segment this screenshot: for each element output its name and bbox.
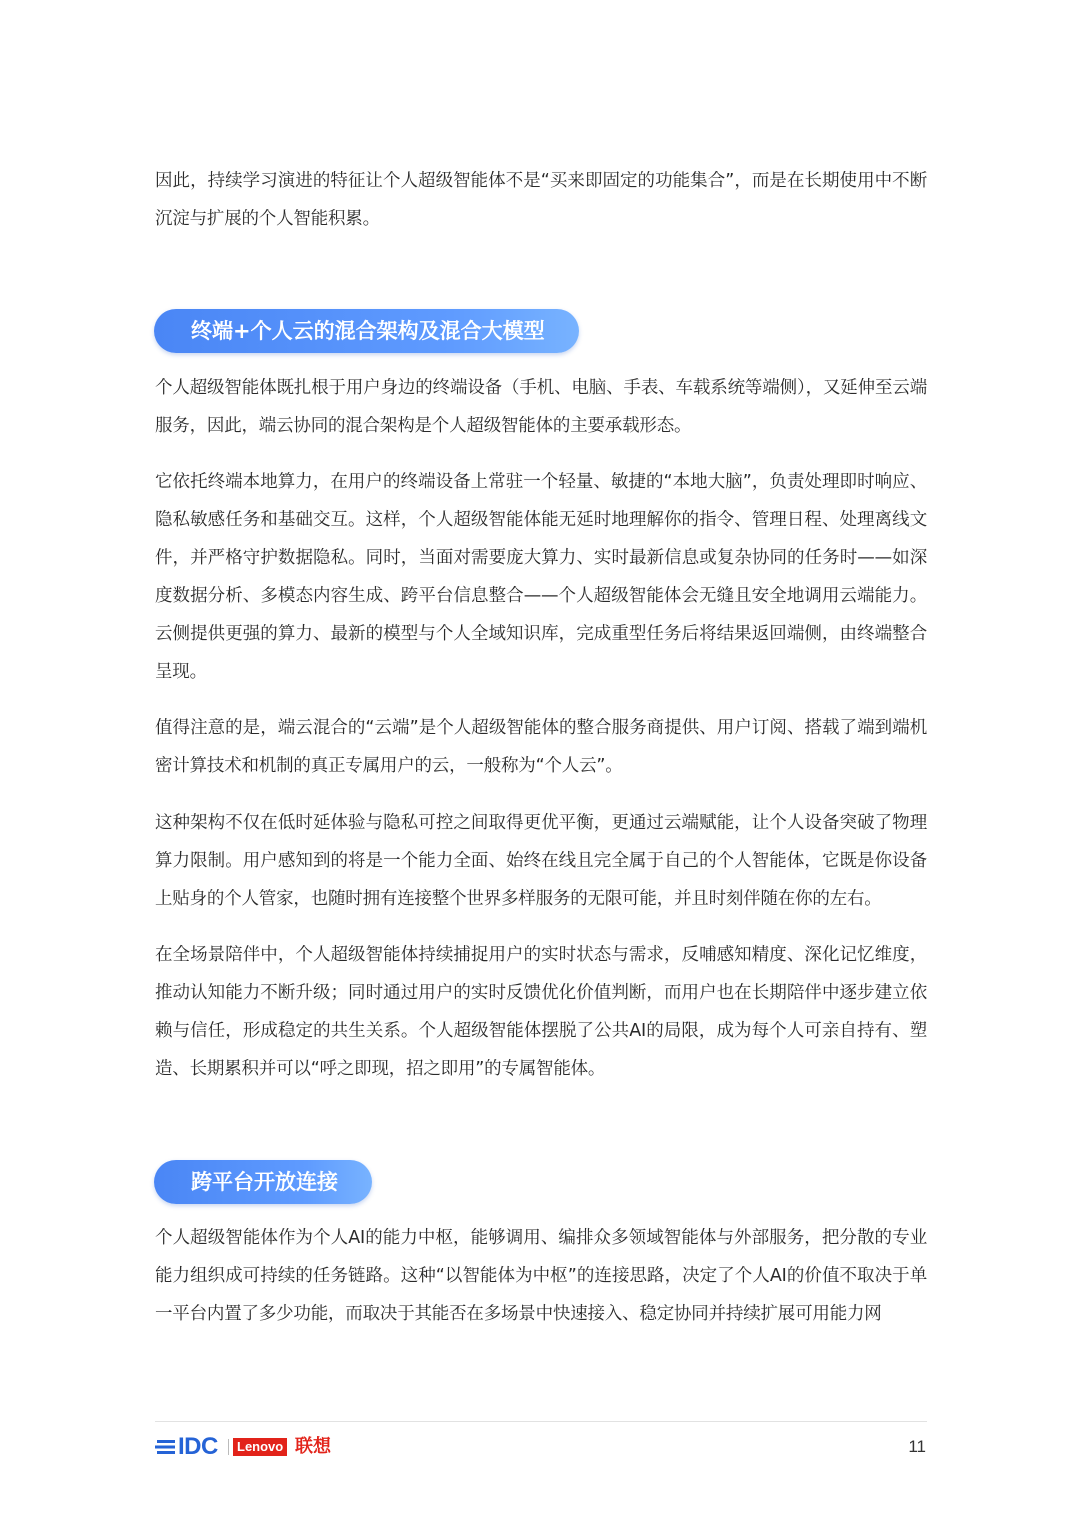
paragraph-hybrid-2: 它依托终端本地算力，在用户的终端设备上常驻一个轻量、敏捷的“本地大脑”，负责处理即时响应、隐私敏感任务和基础交互。这样，个人超级智能体能无延时地理解你的指令、管理日程、处理离线文件，并严格守护数据隐私。同时，当面对需要庞大算力、实时最新信息或复杂协同的任务时——如深度数据分析、多模态内容生成、跨平台信息整合——个人超级智能体会无缝且安全地调用云端能力。云侧提供更强的算力、最新的模型与个人全域知识库，完成重型任务后将结果返回端侧，由终端整合呈现。 bbox=[155, 472, 927, 682]
idc-logo bbox=[155, 1434, 218, 1460]
paragraph-hybrid-1: 个人超级智能体既扎根于用户身边的终端设备（手机、电脑、手表、车载系统等端侧），又延伸至云端服务，因此，端云协同的混合架构是个人超级智能体的主要承载形态。 bbox=[155, 378, 927, 436]
lenovo-logo: Lenovo bbox=[233, 1438, 287, 1456]
idc-logo-text: IDC bbox=[178, 1433, 218, 1460]
intro-paragraph: 因此，持续学习演进的特征让个人超级智能体不是“买来即固定的功能集合”，而是在长期使用中不断沉淀与扩展的个人智能积累。 bbox=[155, 171, 927, 229]
paragraph-hybrid-3: 值得注意的是，端云混合的“云端”是个人超级智能体的整合服务商提供、用户订阅、搭载了端到端机密计算技术和机制的真正专属用户的云，一般称为“个人云”。 bbox=[155, 718, 927, 776]
paragraph-hybrid-5: 在全场景陪伴中，个人超级智能体持续捕捉用户的实时状态与需求，反哺感知精度、深化记忆维度，推动认知能力不断升级；同时通过用户的实时反馈优化价值判断，而用户也在长期陪伴中逐步建立依赖与信任，形成稳定的共生关系。个人超级智能体摆脱了公共AI的局限，成为每个人可亲自持有、塑造、长期累积并可以“呼之即现，招之即用”的专属智能体。 bbox=[155, 945, 927, 1079]
section-heading-hybrid-architecture: 终端+个人云的混合架构及混合大模型 bbox=[154, 309, 579, 353]
paragraph-cross-platform-1: 个人超级智能体作为个人AI的能力中枢，能够调用、编排众多领域智能体与外部服务，把分散的专业能力组织成可持续的任务链路。这种“以智能体为中枢”的连接思路，决定了个人AI的价值不取决于单一平台内置了多少功能，而取决于其能否在多场景中快速接入、稳定协同并持续扩展可用能力网 bbox=[155, 1228, 927, 1324]
idc-lines-icon bbox=[155, 1440, 175, 1454]
footer-divider bbox=[155, 1421, 927, 1422]
section-heading-cross-platform: 跨平台开放连接 bbox=[154, 1160, 372, 1204]
logo-separator bbox=[228, 1439, 229, 1455]
paragraph-hybrid-4: 这种架构不仅在低时延体验与隐私可控之间取得更优平衡，更通过云端赋能，让个人设备突破了物理算力限制。用户感知到的将是一个能力全面、始终在线且完全属于自己的个人智能体，它既是你设备上贴身的个人管家，也随时拥有连接整个世界多样服务的无限可能，并且时刻伴随在你的左右。 bbox=[155, 813, 927, 909]
lenovo-logo-chinese: 联想 bbox=[295, 1436, 331, 1457]
page-number: 11 bbox=[908, 1437, 926, 1456]
